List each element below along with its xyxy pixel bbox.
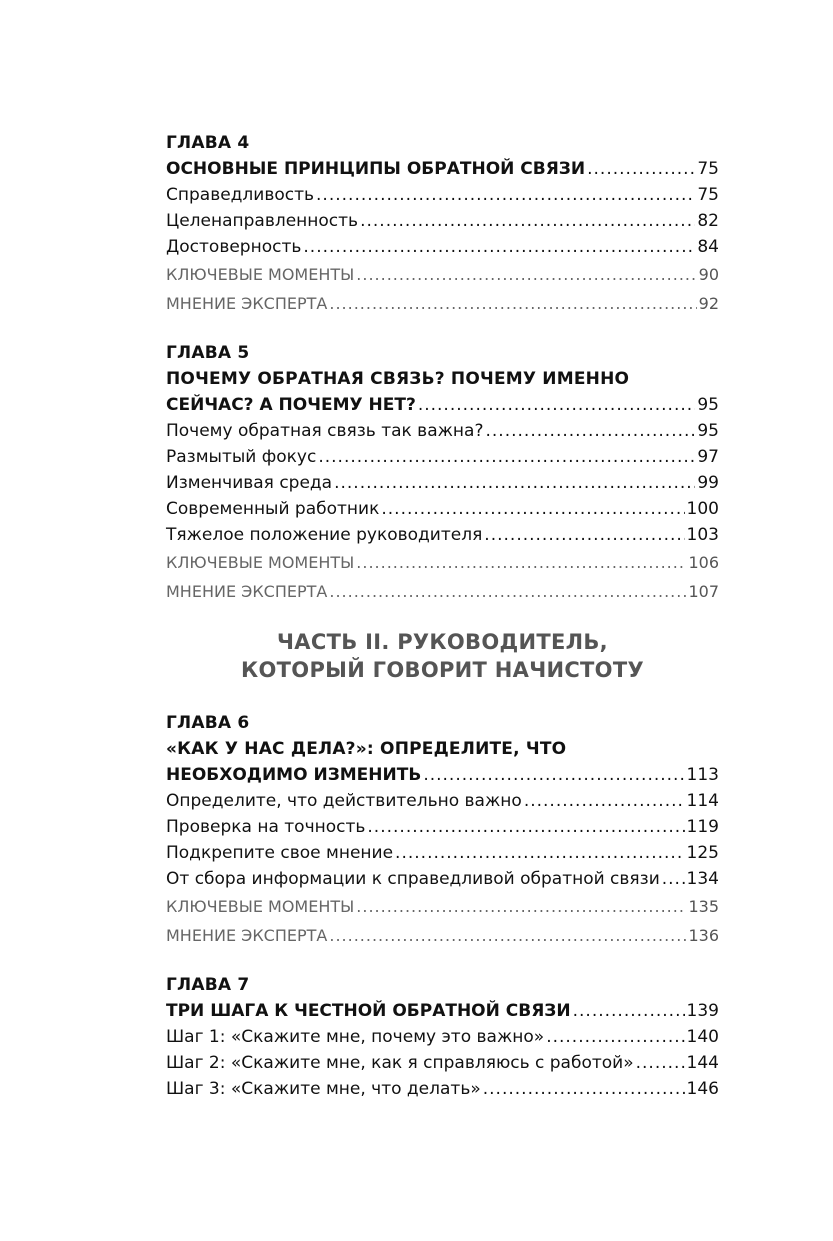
part-heading-line-2: КОТОРЫЙ ГОВОРИТ НАЧИСТОТУ [241, 658, 644, 682]
dot-leader [573, 998, 685, 1024]
toc-entry-title: Современный работник [166, 499, 380, 519]
dot-leader [381, 496, 684, 522]
toc-entry[interactable] [166, 814, 719, 840]
page-number: 75 [697, 159, 719, 179]
page-number: 84 [697, 237, 719, 257]
page-number: 144 [686, 1053, 719, 1073]
toc-section-b [166, 710, 719, 1102]
toc-entry-title: Шаг 3: «Скажите мне, что делать» [166, 1079, 481, 1099]
toc-entry[interactable] [166, 840, 719, 866]
dot-leader [423, 762, 684, 788]
page-number: 92 [698, 294, 719, 313]
chapter-block [166, 130, 719, 318]
chapter-title-line: ПОЧЕМУ ОБРАТНАЯ СВЯЗЬ? ПОЧЕМУ ИМЕННО [166, 369, 630, 389]
dot-leader [334, 470, 695, 496]
chapter-block [166, 972, 719, 1102]
dot-leader [329, 921, 686, 950]
dot-leader [587, 156, 695, 182]
dot-leader [303, 234, 695, 260]
dot-leader [524, 788, 685, 814]
page-number: 75 [697, 185, 719, 205]
page-number: 134 [686, 869, 719, 889]
dot-leader [329, 577, 686, 606]
dot-leader [483, 1076, 685, 1102]
dot-leader [418, 392, 696, 418]
toc-entry[interactable] [166, 418, 719, 444]
toc-entry-title: Шаг 1: «Скажите мне, почему это важно» [166, 1027, 545, 1047]
toc-entry-title: СЕЙЧАС? А ПОЧЕМУ НЕТ? [166, 395, 416, 415]
dot-leader [360, 208, 695, 234]
toc-entry-title: Проверка на точность [166, 817, 366, 837]
toc-entry-title: Размытый фокус [166, 447, 317, 467]
toc-entry-title: Тяжелое положение руководителя [166, 525, 483, 545]
chapter-block [166, 710, 719, 950]
dot-leader [636, 1050, 685, 1076]
chapter-title-entry[interactable] [166, 156, 719, 182]
part-heading-line-1: ЧАСТЬ II. РУКОВОДИТЕЛЬ, [277, 630, 608, 654]
dot-leader [356, 892, 686, 921]
toc-extra-entry[interactable] [166, 289, 719, 318]
toc-entry-title: ОСНОВНЫЕ ПРИНЦИПЫ ОБРАТНОЙ СВЯЗИ [166, 159, 586, 179]
toc-extra-entry[interactable] [166, 260, 719, 289]
dot-leader [356, 260, 696, 289]
page-number: 90 [698, 265, 719, 284]
page-number: 95 [697, 421, 719, 441]
toc-entry[interactable] [166, 1076, 719, 1102]
dot-leader [395, 840, 685, 866]
page-number: 82 [697, 211, 719, 231]
page-number: 136 [688, 926, 719, 945]
toc-entry-title: Достоверность [166, 237, 302, 257]
page-number: 114 [686, 791, 719, 811]
toc-section-a [166, 130, 719, 606]
toc-entry-title: НЕОБХОДИМО ИЗМЕНИТЬ [166, 765, 422, 785]
dot-leader [662, 866, 685, 892]
toc-entry-title: Почему обратная связь так важна? [166, 421, 484, 441]
dot-leader [546, 1024, 684, 1050]
dot-leader [486, 418, 696, 444]
dot-leader [367, 814, 684, 840]
toc-entry[interactable] [166, 1050, 719, 1076]
page-number: 135 [688, 897, 719, 916]
toc-entry[interactable] [166, 1024, 719, 1050]
chapter-label: ГЛАВА 5 [166, 343, 250, 363]
dot-leader [316, 182, 695, 208]
toc-entry-title: От сбора информации к справедливой обратной связи [166, 869, 660, 889]
toc-entry[interactable] [166, 444, 719, 470]
chapter-label: ГЛАВА 4 [166, 133, 250, 153]
toc-entry[interactable] [166, 866, 719, 892]
toc-entry-title: Определите, что действительно важно [166, 791, 522, 811]
toc-entry-title: КЛЮЧЕВЫЕ МОМЕНТЫ [166, 553, 355, 572]
toc-entry[interactable] [166, 496, 719, 522]
chapter-label: ГЛАВА 6 [166, 713, 250, 733]
toc-entry-title: МНЕНИЕ ЭКСПЕРТА [166, 294, 328, 313]
page-number: 97 [697, 447, 719, 467]
part-heading [166, 628, 719, 684]
toc-entry[interactable] [166, 208, 719, 234]
chapter-title-entry[interactable] [166, 762, 719, 788]
page-number: 95 [697, 395, 719, 415]
toc-entry-title: Шаг 2: «Скажите мне, как я справляюсь с работой» [166, 1053, 634, 1073]
toc-entry-title: Изменчивая среда [166, 473, 333, 493]
page-number: 125 [686, 843, 719, 863]
table-of-contents [166, 130, 719, 1124]
page-number: 103 [686, 525, 719, 545]
chapter-label: ГЛАВА 7 [166, 975, 250, 995]
toc-extra-entry[interactable] [166, 921, 719, 950]
dot-leader [318, 444, 695, 470]
toc-entry-title: Целенаправленность [166, 211, 359, 231]
page-number: 139 [686, 1001, 719, 1021]
toc-entry-title: Справедливость [166, 185, 315, 205]
page-number: 100 [686, 499, 719, 519]
chapter-block [166, 340, 719, 606]
toc-entry-title: МНЕНИЕ ЭКСПЕРТА [166, 926, 328, 945]
dot-leader [484, 522, 684, 548]
toc-entry-title: Подкрепите свое мнение [166, 843, 394, 863]
dot-leader [329, 289, 696, 318]
toc-entry[interactable] [166, 788, 719, 814]
chapter-title-entry[interactable] [166, 392, 719, 418]
page-number: 99 [697, 473, 719, 493]
toc-entry-title: ТРИ ШАГА К ЧЕСТНОЙ ОБРАТНОЙ СВЯЗИ [166, 1001, 571, 1021]
toc-entry[interactable] [166, 470, 719, 496]
page-number: 113 [686, 765, 719, 785]
toc-extra-entry[interactable] [166, 577, 719, 606]
page-number: 146 [686, 1079, 719, 1099]
page-number: 119 [686, 817, 719, 837]
page-number: 107 [688, 582, 719, 601]
toc-entry[interactable] [166, 522, 719, 548]
toc-extra-entry[interactable] [166, 892, 719, 921]
chapter-title-entry[interactable] [166, 998, 719, 1024]
toc-entry-title: МНЕНИЕ ЭКСПЕРТА [166, 582, 328, 601]
toc-entry-title: КЛЮЧЕВЫЕ МОМЕНТЫ [166, 897, 355, 916]
chapter-title-line: «КАК У НАС ДЕЛА?»: ОПРЕДЕЛИТЕ, ЧТО [166, 739, 567, 759]
toc-entry[interactable] [166, 182, 719, 208]
dot-leader [356, 548, 686, 577]
toc-extra-entry[interactable] [166, 548, 719, 577]
toc-entry-title: КЛЮЧЕВЫЕ МОМЕНТЫ [166, 265, 355, 284]
page-number: 106 [688, 553, 719, 572]
page-number: 140 [686, 1027, 719, 1047]
toc-entry[interactable] [166, 234, 719, 260]
